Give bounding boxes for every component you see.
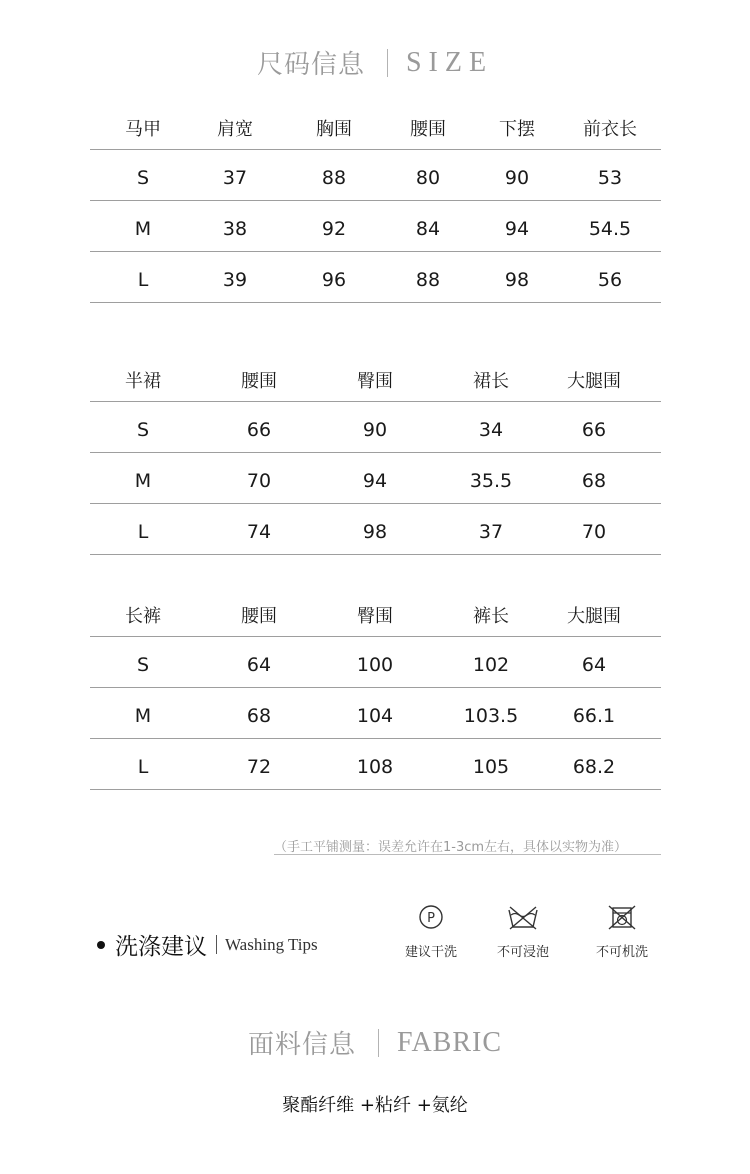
size-title-zh: 尺码信息: [256, 50, 365, 80]
care-label: 不可机洗: [595, 945, 648, 960]
table-cell: S: [136, 419, 150, 441]
table-header-cell: 裤长: [473, 606, 509, 627]
care-label: 建议干洗: [404, 945, 457, 960]
no-machine-wash-icon: [605, 903, 639, 931]
table-header-cell: 腰围: [241, 606, 277, 627]
table-cell: L: [137, 521, 149, 543]
table-cell: 64: [246, 654, 272, 676]
table-cell: 64: [581, 654, 607, 676]
washing-title-en: Washing Tips: [225, 934, 318, 954]
table-header-cell: 大腿围: [567, 371, 621, 392]
table-cell: 88: [415, 269, 441, 291]
table-header-cell: 肩宽: [217, 119, 253, 140]
table-cell: 92: [321, 218, 347, 240]
table-cell: 94: [362, 470, 388, 492]
table-cell: 37: [222, 167, 248, 189]
table-cell: 53: [597, 167, 623, 189]
table-header-cell: 马甲: [125, 119, 161, 140]
table-cell: 66: [581, 419, 607, 441]
table-header-cell: 腰围: [410, 119, 446, 140]
fabric-section-title: [0, 1024, 750, 1061]
table-cell: 84: [415, 218, 441, 240]
table-cell: 103.5: [463, 705, 519, 727]
table-cell: 72: [246, 756, 272, 778]
table-header-cell: 裙长: [473, 371, 509, 392]
size-section-title: [0, 44, 750, 81]
table-cell: L: [137, 756, 149, 778]
table-cell: 35.5: [469, 470, 513, 492]
table-cell: 66.1: [572, 705, 616, 727]
table-cell: 80: [415, 167, 441, 189]
table-cell: M: [134, 470, 152, 492]
table-cell: 94: [504, 218, 530, 240]
table-cell: 34: [478, 419, 504, 441]
table-header-cell: 臀围: [357, 371, 393, 392]
table-row: [90, 150, 661, 201]
table-cell: 90: [362, 419, 388, 441]
table-cell: 96: [321, 269, 347, 291]
table-cell: 90: [504, 167, 530, 189]
dry-clean-p-icon: [414, 903, 448, 931]
table-cell: 68: [246, 705, 272, 727]
title-divider: [378, 1029, 379, 1057]
size-title-en: SIZE: [405, 46, 494, 78]
table-cell: 56: [597, 269, 623, 291]
no-soak-icon: [506, 903, 540, 931]
table-cell: 70: [246, 470, 272, 492]
table-header-row: [90, 596, 661, 637]
table-header-cell: 长裤: [125, 606, 161, 627]
table-cell: 68: [581, 470, 607, 492]
measurement-note: （手工平铺测量：误差允许在1-3cm左右，具体以实物为准）: [274, 836, 661, 855]
table-cell: 104: [356, 705, 394, 727]
table-cell: 98: [362, 521, 388, 543]
care-item-no-machine-wash: [582, 903, 662, 960]
table-row: [90, 453, 661, 504]
table-header-row: [90, 361, 661, 402]
table-row: [90, 688, 661, 739]
table-row: [90, 739, 661, 790]
table-row: [90, 504, 661, 555]
table-header-row: [90, 109, 661, 150]
table-row: [90, 637, 661, 688]
skirt-size-table: [90, 361, 661, 555]
table-cell: 66: [246, 419, 272, 441]
table-cell: 68.2: [572, 756, 616, 778]
table-cell: 74: [246, 521, 272, 543]
table-row: [90, 201, 661, 252]
table-header-cell: 腰围: [241, 371, 277, 392]
table-cell: 105: [472, 756, 510, 778]
title-divider: [387, 49, 388, 77]
table-cell: S: [136, 167, 150, 189]
table-header-cell: 下摆: [499, 119, 535, 140]
fabric-composition: 聚酯纤维 +粘纤 +氨纶: [282, 1095, 468, 1116]
table-cell: L: [137, 269, 149, 291]
table-cell: 100: [356, 654, 394, 676]
table-cell: 54.5: [588, 218, 632, 240]
table-header-cell: 大腿围: [567, 606, 621, 627]
svg-text:P: P: [427, 911, 435, 926]
table-cell: S: [136, 654, 150, 676]
title-divider: [216, 935, 217, 954]
table-header-cell: 半裙: [125, 371, 161, 392]
table-cell: 38: [222, 218, 248, 240]
table-header-cell: 前衣长: [583, 119, 637, 140]
fabric-title-zh: 面料信息: [247, 1030, 356, 1060]
table-header-cell: 胸围: [316, 119, 352, 140]
care-item-dry-clean: [391, 903, 471, 960]
table-cell: M: [134, 218, 152, 240]
washing-title-zh: 洗涤建议: [115, 934, 207, 960]
pants-size-table: [90, 596, 661, 790]
table-cell: 37: [478, 521, 504, 543]
table-cell: 98: [504, 269, 530, 291]
fabric-title-en: FABRIC: [396, 1026, 503, 1058]
table-cell: 88: [321, 167, 347, 189]
table-row: [90, 402, 661, 453]
table-cell: 102: [472, 654, 510, 676]
table-row: [90, 252, 661, 303]
table-cell: 108: [356, 756, 394, 778]
table-cell: 39: [222, 269, 248, 291]
bullet-dot-icon: [97, 941, 105, 949]
table-cell: M: [134, 705, 152, 727]
care-label: 不可浸泡: [496, 945, 549, 960]
care-item-no-soak: [483, 903, 563, 960]
washing-tips-heading: [97, 928, 318, 961]
table-header-cell: 臀围: [357, 606, 393, 627]
table-cell: 70: [581, 521, 607, 543]
vest-size-table: [90, 109, 661, 303]
